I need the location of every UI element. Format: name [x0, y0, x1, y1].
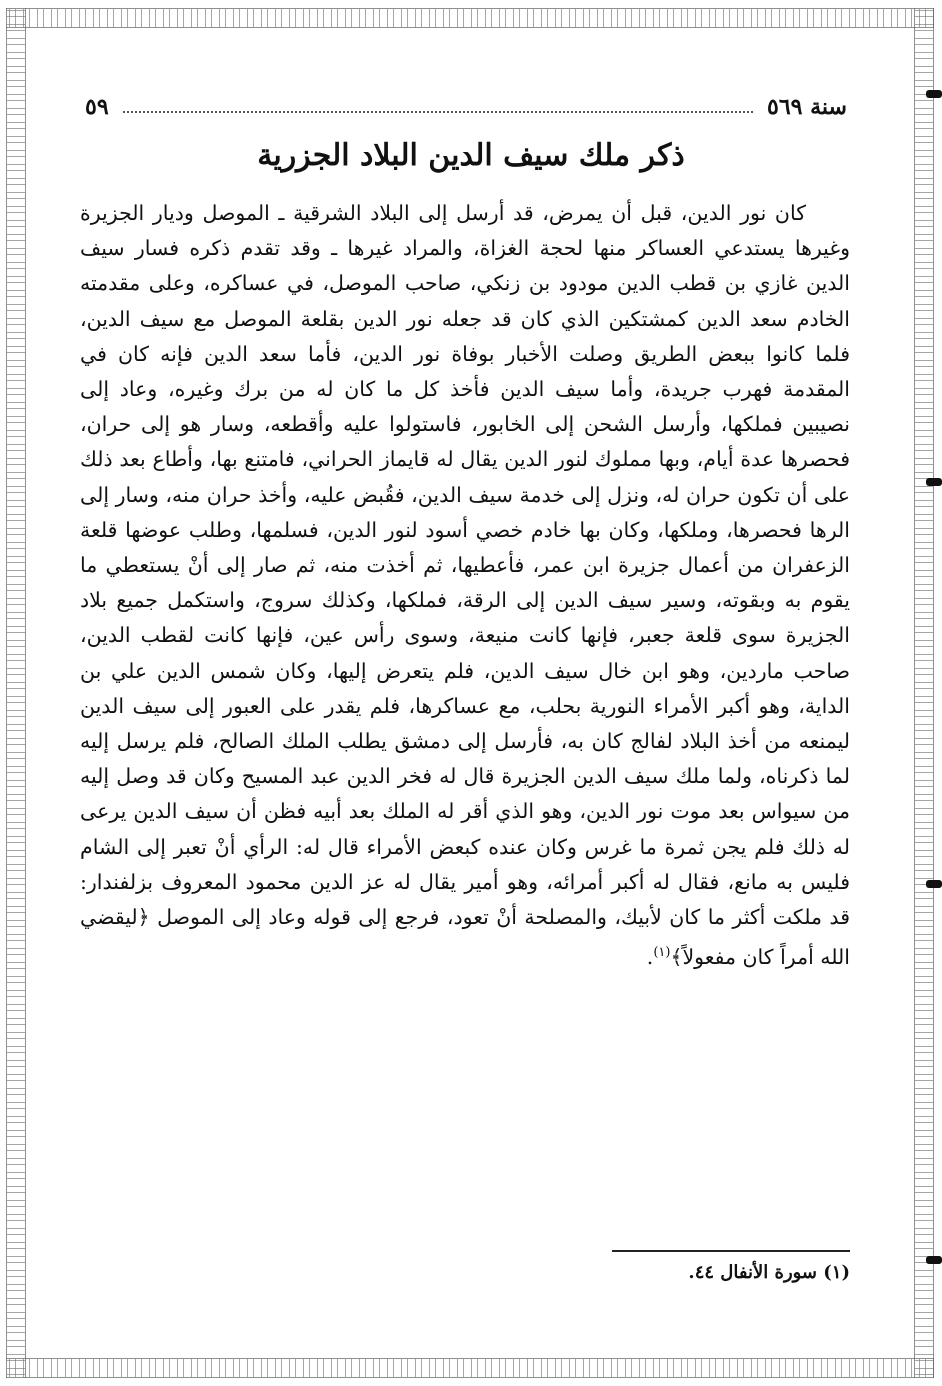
running-header — [85, 92, 847, 122]
margin-tick — [926, 478, 942, 486]
header-dot-leader — [123, 111, 753, 113]
border-top — [6, 8, 934, 28]
footnote-rule — [612, 1250, 850, 1252]
border-bottom — [6, 1358, 934, 1378]
page-number: ٥٩ — [85, 94, 109, 120]
footnote-marker[interactable]: (١) — [653, 945, 671, 961]
margin-tick — [926, 90, 942, 98]
margin-tick — [926, 880, 942, 888]
body-end: . — [646, 945, 654, 970]
body-paragraph — [80, 196, 850, 975]
header-year: سنة ٥٦٩ — [767, 94, 847, 120]
section-heading: ذكر ملك سيف الدين البلاد الجزرية — [257, 138, 685, 173]
margin-tick — [926, 1256, 942, 1264]
border-left — [6, 8, 26, 1378]
body-text: كان نور الدين، قبل أن يمرض، قد أرسل إلى البلاد الشرقية ـ الموصل وديار الجزيرة وغيرها يستدعي العساكر منها لحجة الغزاة، والمراد غيرها ـ وقد تقدم ذكره فسار سيف الدين غازي بن قطب الدين مودود بن زنكي، صاحب الموصل، في عساكره، وعلى مقدمته الخادم سعد الدين كمشتكين الذي كان قد جعله نور الدين بقلعة الموصل مع سيف الدين، فلما كانوا ببعض الطريق وصلت الأخبار بوفاة نور الدين، فأما سعد الدين فإنه كان في المقدمة فهرب جريدة، وأما سيف الدين فأخذ كل ما كان له من برك وغيره، وعاد إلى نصيبين فملكها، وأرسل الشحن إلى الخابور، فاستولوا عليه وأقطعه، وسار هو إلى حران، فحصرها عدة أيام، وبها مملوك لنور الدين يقال له قايماز الحراني، فامتنع بها، وأطاع بعد ذلك على أن تكون حران له، ونزل إلى خدمة سيف الدين، فقُبض عليه، وأخذ حران منه، وسار إلى الرها فحصرها، وملكها، وكان بها خادم خصي أسود لنور الدين، فسلمها، وطلب عوضها قلعة الزعفران من أعمال جزيرة ابن عمر، فأعطيها، ثم أخذت منه، ثم صار إلى أنْ يستعطي ما يقوم به وبقوته، وسير سيف الدين إلى الرقة، فملكها، وكذلك سروج، واستكمل جميع بلاد الجزيرة سوى قلعة جعبر، فإنها كانت منيعة، وسوى رأس عين، فإنها كانت لقطب الدين، صاحب ماردين، وهو ابن خال سيف الدين، فلم يتعرض إليها، وكان شمس الدين علي بن الداية، وهو أكبر الأمراء النورية بحلب، مع عساكرها، فلم يقدر على العبور إلى سيف الدين ليمنعه من أخذ البلاد لفالج كان به، فأرسل إلى دمشق يطلب الملك الصالح، فلم يرسل إليه لما ذكرناه، ولما ملك سيف الدين الجزيرة قال له فخر الدين عبد المسيح وكان قد وصل إليه من سيواس بعد موت نور الدين، وهو الذي أقر له الملك بعد أبيه فظن أن سيف الدين يرعى له ذلك فلم يجن ثمرة ما غرس وكان عنده كبعض الأمراء قال له: الرأي أنْ تعبر إلى الشام فليس به مانع، فقال له أكبر أمرائه، وهو أمير يقال له عز الدين محمود المعروف بزلفندار: قد ملكت أكثر ما كان لأبيك، والمصلحة أنْ تعود، فرجع إلى قوله وعاد إلى الموصل ﴿ليقضي الله أمراً كان مفعولاً﴾ — [80, 201, 850, 970]
footnote: (١) سورة الأنفال ٤٤. — [688, 1262, 850, 1283]
border-right — [914, 8, 934, 1378]
